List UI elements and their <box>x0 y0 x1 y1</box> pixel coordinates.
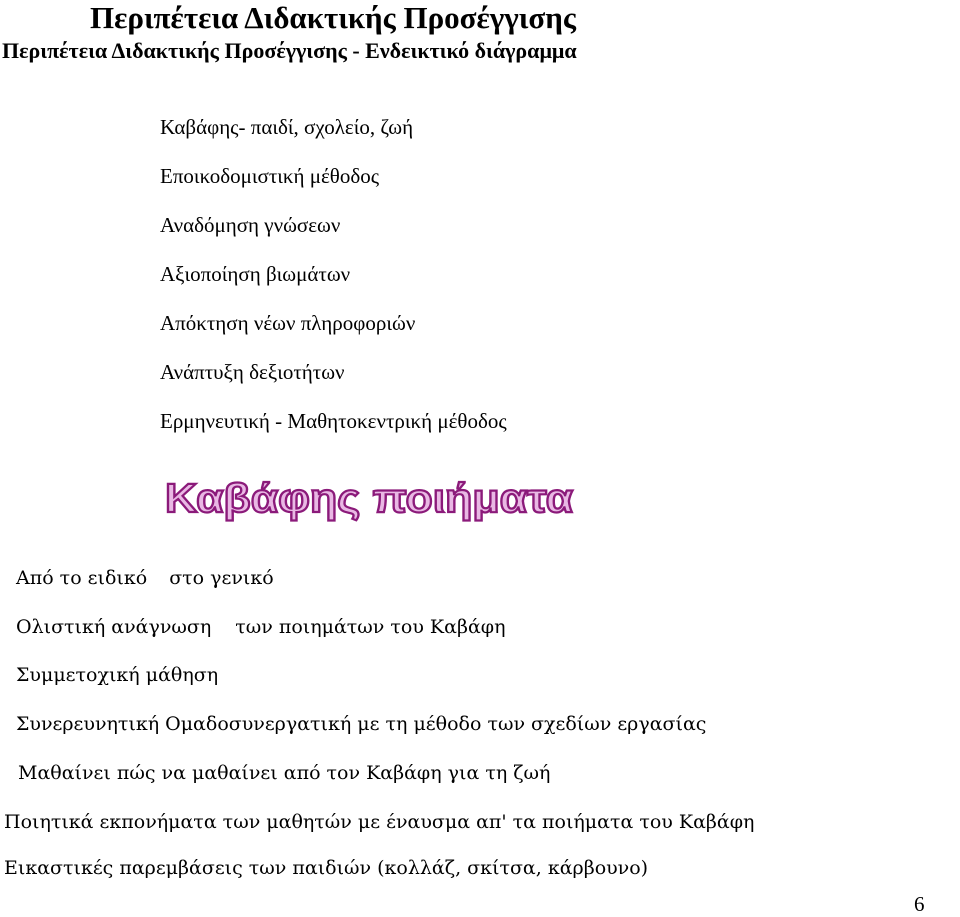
point-poems-part: των ποιημάτων του Καβάφη <box>235 616 506 638</box>
point-specific-part: Από το ειδικό <box>16 567 148 589</box>
page-title: Περιπέτεια Διδακτικής Προσέγγισης <box>90 0 576 35</box>
outline-item: Καβάφης- παιδί, σχολείο, ζωή <box>160 115 414 139</box>
point-art-interventions: Εικαστικές παρεμβάσεις των παιδιών (κολλάζ, σκίτσα, κάρβουνο) <box>4 857 649 879</box>
point-learn-to-learn: Μαθαίνει πώς να μαθαίνει από τον Καβάφη για τη ζωή <box>18 762 551 784</box>
page-number: 6 <box>914 892 925 916</box>
point-research: Συνερευνητική Ομαδοσυνεργατική με τη μέθοδο των σχεδίων εργασίας <box>16 713 707 735</box>
point-holistic-part: Ολιστική ανάγνωση <box>16 616 212 638</box>
banner-wordart <box>163 470 583 528</box>
outline-item: Ερμηνευτική - Μαθητοκεντρική μέθοδος <box>160 409 507 433</box>
point-specific-to-general <box>16 565 274 591</box>
page-subtitle: Περιπέτεια Διδακτικής Προσέγγισης - Ενδεικτικό διάγραμμα <box>2 38 577 63</box>
outline-item: Εποικοδομιστική μέθοδος <box>160 164 380 188</box>
point-general-part: στο γενικό <box>169 567 274 589</box>
outline-item: Ανάπτυξη δεξιοτήτων <box>160 360 345 384</box>
method-outline-list <box>160 113 507 456</box>
point-poetic-exercises: Ποιητικά εκπονήματα των μαθητών με έναυσμα απ' τα ποιήματα του Καβάφη <box>4 811 755 833</box>
outline-item: Αναδόμηση γνώσεων <box>160 213 341 237</box>
banner-text: Καβάφης ποιήματα <box>165 475 573 521</box>
outline-item: Αξιοποίηση βιωμάτων <box>160 262 351 286</box>
point-participatory: Συμμετοχική μάθηση <box>16 664 219 686</box>
outline-item: Απόκτηση νέων πληροφοριών <box>160 311 416 335</box>
point-holistic-reading <box>16 614 505 640</box>
